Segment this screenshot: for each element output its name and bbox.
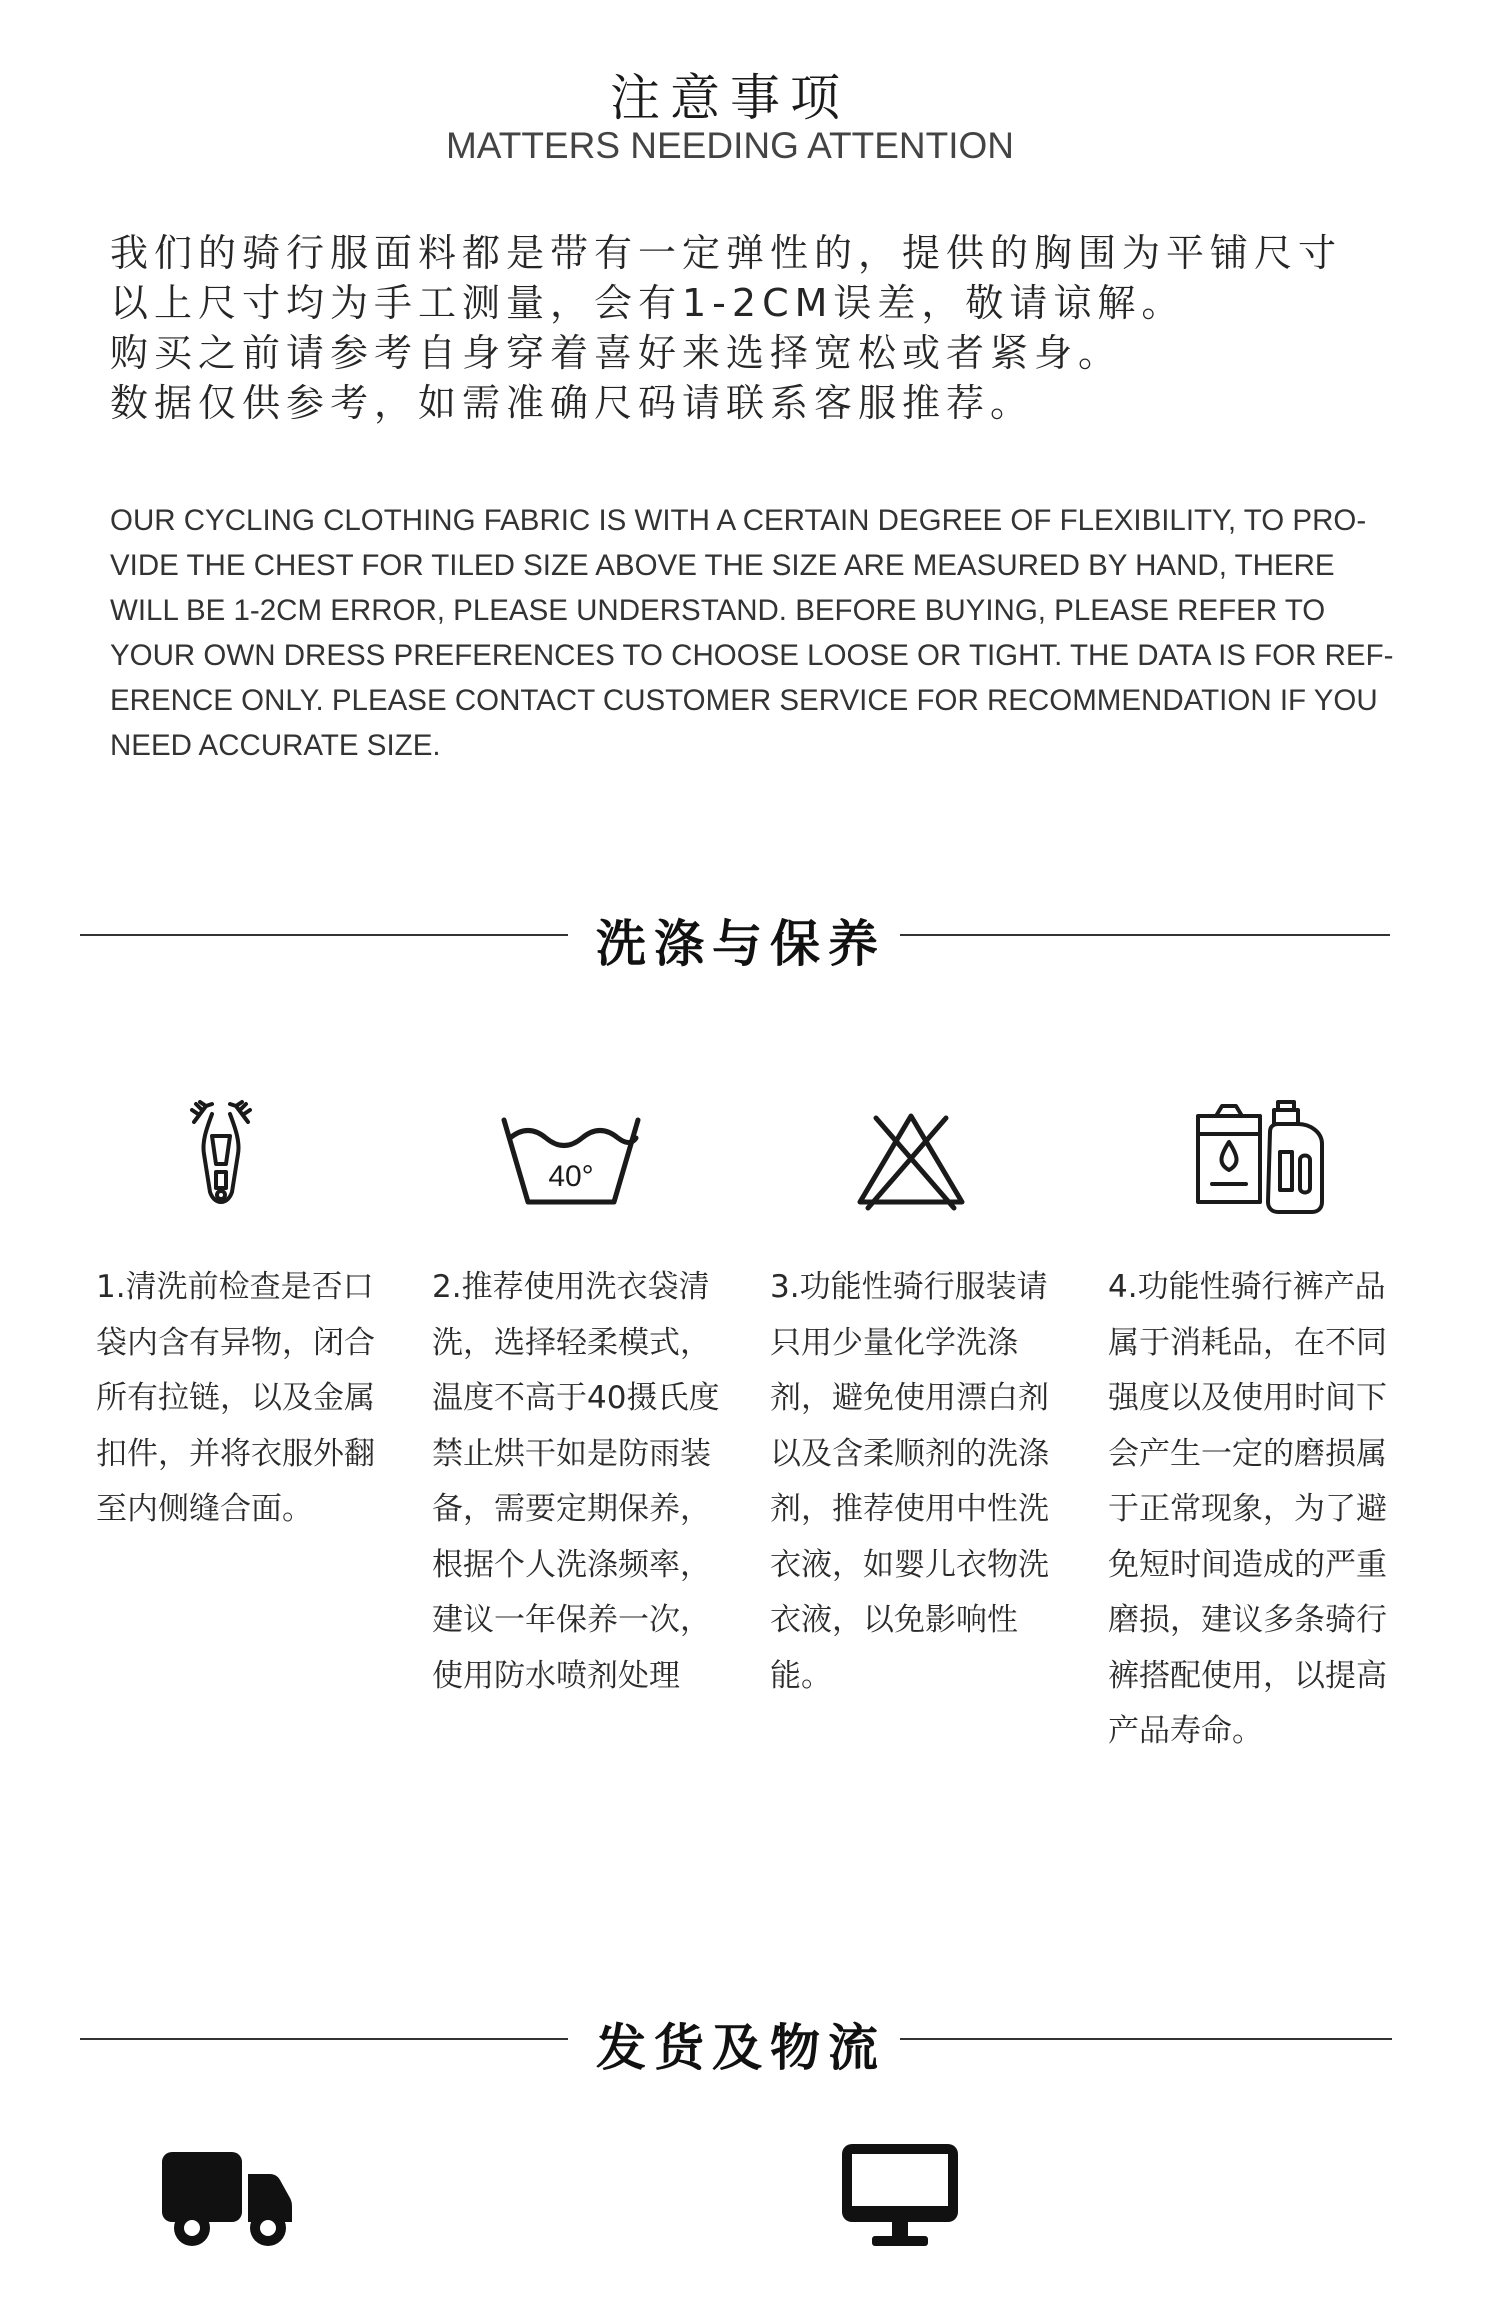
care-text-1: 1.清洗前检查是否口袋内含有异物，闭合所有拉链，以及金属扣件，并将衣服外翻至内侧缝合面。 [96,1269,375,1527]
wash-40-icon [496,1080,646,1230]
note-paragraph-en [110,498,1400,768]
note-line-en: OUR CYCLING CLOTHING FABRIC IS WITH A CERTAIN DEGREE OF FLEXIBILITY, TO PRO- [110,504,1367,537]
page-subtitle: MATTERS NEEDING ATTENTION [445,125,1015,166]
note-line-en: YOUR OWN DRESS PREFERENCES TO CHOOSE LOOSE OR TIGHT. THE DATA IS FOR REF- [110,639,1394,672]
care-text-4: 4.功能性骑行裤产品属于消耗品，在不同强度以及使用时间下会产生一定的磨损属于正常现象，为了避免短时间造成的严重磨损，建议多条骑行裤搭配使用，以提高产品寿命。 [1108,1269,1387,1749]
note-line-cn: 购买之前请参考自身穿着喜好来选择宽松或者紧身。 [110,331,1123,375]
monitor-icon [838,2140,962,2252]
section-divider-right [900,934,1390,936]
detergent-icon [1186,1080,1336,1230]
section-divider-left [80,934,568,936]
no-bleach-icon [836,1084,986,1234]
page-title: 注意事项 [610,69,850,127]
care-section-title: 洗涤与保养 [596,915,886,973]
note-line-cn: 我们的骑行服面料都是带有一定弹性的，提供的胸围为平铺尺寸 [110,231,1343,275]
svg-text:40°: 40° [548,1160,594,1193]
care-text-3: 3.功能性骑行服装请只用少量化学洗涤剂，避免使用漂白剂以及含柔顺剂的洗涤剂，推荐使用中性洗衣液，如婴儿衣物洗衣液，以免影响性能。 [770,1269,1049,1694]
care-text-2: 2.推荐使用洗衣袋清洗，选择轻柔模式，温度不高于40摄氏度禁止烘干如是防雨装备，需要定期保养，根据个人洗涤频率，建议一年保养一次，使用防水喷剂处理 [432,1269,720,1694]
note-line-en: NEED ACCURATE SIZE. [110,729,441,762]
zipper-icon [146,1080,296,1230]
truck-icon [158,2148,294,2248]
note-line-en: VIDE THE CHEST FOR TILED SIZE ABOVE THE SIZE ARE MEASURED BY HAND, THERE [110,549,1335,582]
section-divider-right [900,2038,1392,2040]
note-line-cn: 数据仅供参考，如需准确尺码请联系客服推荐。 [110,381,1035,425]
note-line-en: ERENCE ONLY. PLEASE CONTACT CUSTOMER SERVICE FOR RECOMMENDATION IF YOU [110,684,1378,717]
section-divider-left [80,2038,568,2040]
shipping-section-title: 发货及物流 [596,2019,886,2077]
note-line-cn: 以上尺寸均为手工测量，会有1-2CM误差，敬请谅解。 [110,281,1186,325]
note-line-en: WILL BE 1-2CM ERROR, PLEASE UNDERSTAND. BEFORE BUYING, PLEASE REFER TO [110,594,1326,627]
